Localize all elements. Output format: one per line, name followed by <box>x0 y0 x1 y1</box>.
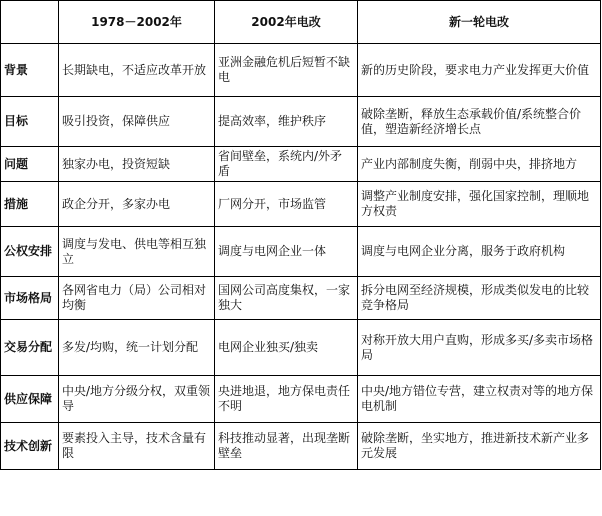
header-row <box>1 1 601 44</box>
header-new-reform: 新一轮电改 <box>358 1 601 44</box>
table-row <box>1 44 601 97</box>
table-cell: 省间壁垒，系统内/外矛盾 <box>215 147 358 182</box>
table-cell: 调度与电网企业分离，服务于政府机构 <box>358 227 601 277</box>
row-label: 措施 <box>1 182 59 227</box>
table-row <box>1 182 601 227</box>
row-label: 公权安排 <box>1 227 59 277</box>
table-cell: 要素投入主导，技术含量有限 <box>59 423 215 470</box>
row-label: 供应保障 <box>1 376 59 423</box>
table-cell: 独家办电，投资短缺 <box>59 147 215 182</box>
table-cell: 新的历史阶段，要求电力产业发挥更大价值 <box>358 44 601 97</box>
table-row <box>1 97 601 147</box>
row-label: 市场格局 <box>1 277 59 320</box>
table-cell: 各网省电力（局）公司相对均衡 <box>59 277 215 320</box>
table-cell: 科技推动显著，出现垄断壁垒 <box>215 423 358 470</box>
table-cell: 调度与电网企业一体 <box>215 227 358 277</box>
table-cell: 提高效率，维护秩序 <box>215 97 358 147</box>
table-row <box>1 227 601 277</box>
table-cell: 中央/地方错位专营，建立权责对等的地方保电机制 <box>358 376 601 423</box>
table-cell: 政企分开，多家办电 <box>59 182 215 227</box>
row-label: 目标 <box>1 97 59 147</box>
table-cell: 国网公司高度集权，一家独大 <box>215 277 358 320</box>
table-cell: 产业内部制度失衡，削弱中央，排挤地方 <box>358 147 601 182</box>
table-row <box>1 277 601 320</box>
header-corner <box>1 1 59 44</box>
table-row <box>1 147 601 182</box>
table-cell: 破除垄断，坐实地方，推进新技术新产业多元发展 <box>358 423 601 470</box>
table-cell: 破除垄断，释放生态承载价值/系统整合价值，塑造新经济增长点 <box>358 97 601 147</box>
table-cell: 多发/均购，统一计划分配 <box>59 320 215 376</box>
table-row <box>1 376 601 423</box>
row-label: 交易分配 <box>1 320 59 376</box>
row-label: 技术创新 <box>1 423 59 470</box>
table-cell: 吸引投资，保障供应 <box>59 97 215 147</box>
table-cell: 厂网分开，市场监管 <box>215 182 358 227</box>
table-cell: 拆分电网至经济规模，形成类似发电的比较竞争格局 <box>358 277 601 320</box>
table-cell: 对称开放大用户直购，形成多买/多卖市场格局 <box>358 320 601 376</box>
table-cell: 调度与发电、供电等相互独立 <box>59 227 215 277</box>
table-cell: 调整产业制度安排，强化国家控制，理顺地方权责 <box>358 182 601 227</box>
table-cell: 电网企业独买/独卖 <box>215 320 358 376</box>
table-cell: 长期缺电，不适应改革开放 <box>59 44 215 97</box>
row-label: 背景 <box>1 44 59 97</box>
row-label: 问题 <box>1 147 59 182</box>
table-cell: 中央/地方分级分权，双重领导 <box>59 376 215 423</box>
table-cell: 亚洲金融危机后短暂不缺电 <box>215 44 358 97</box>
table-cell: 央进地退，地方保电责任不明 <box>215 376 358 423</box>
table-row <box>1 320 601 376</box>
table-row <box>1 423 601 470</box>
header-2002-reform: 2002年电改 <box>215 1 358 44</box>
header-1978-2002: 1978－2002年 <box>59 1 215 44</box>
